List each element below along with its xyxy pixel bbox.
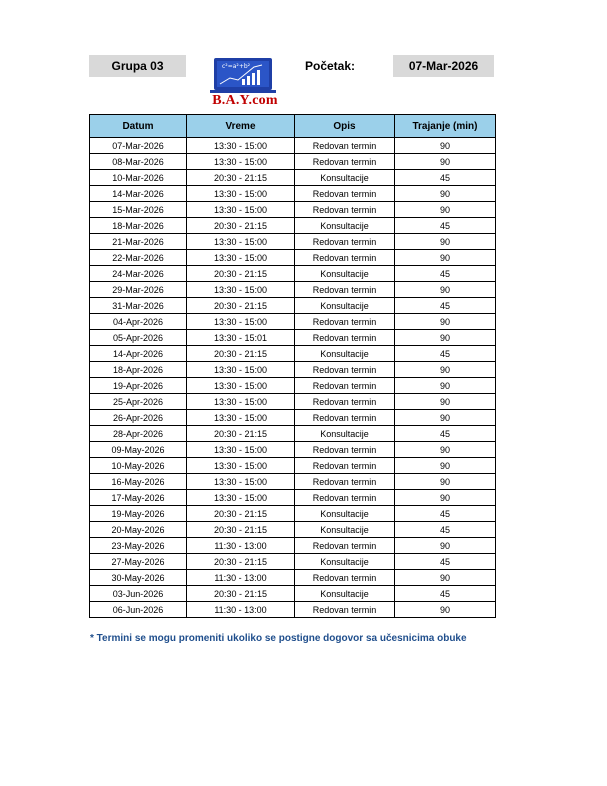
cell-time: 13:30 - 15:00 xyxy=(187,442,295,458)
cell-time: 20:30 - 21:15 xyxy=(187,346,295,362)
cell-duration: 90 xyxy=(395,458,496,474)
cell-date: 27-May-2026 xyxy=(90,554,187,570)
cell-date: 31-Mar-2026 xyxy=(90,298,187,314)
cell-description: Konsultacije xyxy=(295,506,395,522)
cell-time: 20:30 - 21:15 xyxy=(187,266,295,282)
cell-duration: 45 xyxy=(395,522,496,538)
table-row xyxy=(90,442,496,458)
cell-duration: 90 xyxy=(395,602,496,618)
cell-duration: 90 xyxy=(395,330,496,346)
cell-duration: 90 xyxy=(395,186,496,202)
cell-time: 13:30 - 15:00 xyxy=(187,458,295,474)
cell-description: Redovan termin xyxy=(295,154,395,170)
cell-time: 13:30 - 15:00 xyxy=(187,138,295,154)
table-row xyxy=(90,314,496,330)
cell-description: Redovan termin xyxy=(295,474,395,490)
cell-time: 13:30 - 15:00 xyxy=(187,314,295,330)
cell-duration: 90 xyxy=(395,490,496,506)
group-text: Grupa 03 xyxy=(111,59,164,73)
cell-duration: 45 xyxy=(395,170,496,186)
cell-description: Redovan termin xyxy=(295,234,395,250)
footnote: * Termini se mogu promeniti ukoliko se postigne dogovor sa učesnicima obuke xyxy=(90,633,467,644)
table-row xyxy=(90,570,496,586)
cell-description: Redovan termin xyxy=(295,410,395,426)
cell-duration: 90 xyxy=(395,138,496,154)
cell-duration: 90 xyxy=(395,570,496,586)
cell-date: 15-Mar-2026 xyxy=(90,202,187,218)
cell-date: 04-Apr-2026 xyxy=(90,314,187,330)
table-header-row xyxy=(90,115,496,138)
cell-duration: 90 xyxy=(395,410,496,426)
cell-date: 05-Apr-2026 xyxy=(90,330,187,346)
cell-duration: 90 xyxy=(395,378,496,394)
cell-date: 16-May-2026 xyxy=(90,474,187,490)
cell-date: 06-Jun-2026 xyxy=(90,602,187,618)
cell-duration: 45 xyxy=(395,554,496,570)
table-row xyxy=(90,346,496,362)
start-label: Početak: xyxy=(305,59,356,73)
table-row xyxy=(90,330,496,346)
cell-description: Redovan termin xyxy=(295,538,395,554)
cell-date: 19-Apr-2026 xyxy=(90,378,187,394)
table-row xyxy=(90,154,496,170)
cell-duration: 45 xyxy=(395,346,496,362)
cell-duration: 90 xyxy=(395,154,496,170)
cell-time: 20:30 - 21:15 xyxy=(187,426,295,442)
cell-date: 23-May-2026 xyxy=(90,538,187,554)
cell-time: 13:30 - 15:00 xyxy=(187,234,295,250)
cell-time: 13:30 - 15:00 xyxy=(187,474,295,490)
cell-time: 13:30 - 15:00 xyxy=(187,250,295,266)
table-row xyxy=(90,186,496,202)
cell-description: Redovan termin xyxy=(295,490,395,506)
cell-description: Redovan termin xyxy=(295,202,395,218)
cell-date: 08-Mar-2026 xyxy=(90,154,187,170)
start-date xyxy=(393,55,494,77)
cell-duration: 45 xyxy=(395,218,496,234)
cell-description: Redovan termin xyxy=(295,378,395,394)
logo-text: B.A.Y.com xyxy=(212,93,278,108)
table-row xyxy=(90,378,496,394)
cell-time: 11:30 - 13:00 xyxy=(187,602,295,618)
cell-duration: 90 xyxy=(395,314,496,330)
cell-date: 29-Mar-2026 xyxy=(90,282,187,298)
cell-description: Redovan termin xyxy=(295,442,395,458)
cell-duration: 45 xyxy=(395,426,496,442)
cell-description: Konsultacije xyxy=(295,218,395,234)
table-row xyxy=(90,218,496,234)
cell-duration: 45 xyxy=(395,266,496,282)
column-header-time: Vreme xyxy=(187,115,295,138)
cell-date: 26-Apr-2026 xyxy=(90,410,187,426)
table-row xyxy=(90,266,496,282)
cell-date: 10-Mar-2026 xyxy=(90,170,187,186)
cell-date: 09-May-2026 xyxy=(90,442,187,458)
cell-time: 20:30 - 21:15 xyxy=(187,554,295,570)
column-header-description: Opis xyxy=(295,115,395,138)
table-row xyxy=(90,202,496,218)
cell-description: Konsultacije xyxy=(295,522,395,538)
cell-description: Konsultacije xyxy=(295,170,395,186)
table-row xyxy=(90,554,496,570)
cell-description: Konsultacije xyxy=(295,586,395,602)
cell-description: Konsultacije xyxy=(295,554,395,570)
table-row xyxy=(90,250,496,266)
cell-time: 13:30 - 15:01 xyxy=(187,330,295,346)
cell-description: Redovan termin xyxy=(295,394,395,410)
cell-time: 20:30 - 21:15 xyxy=(187,586,295,602)
table-row xyxy=(90,522,496,538)
cell-time: 13:30 - 15:00 xyxy=(187,362,295,378)
logo-bar-4 xyxy=(257,70,260,85)
cell-duration: 90 xyxy=(395,474,496,490)
cell-date: 18-Mar-2026 xyxy=(90,218,187,234)
table-row xyxy=(90,602,496,618)
cell-time: 20:30 - 21:15 xyxy=(187,218,295,234)
cell-time: 11:30 - 13:00 xyxy=(187,538,295,554)
table-row xyxy=(90,138,496,154)
cell-duration: 90 xyxy=(395,442,496,458)
cell-duration: 45 xyxy=(395,506,496,522)
table-row xyxy=(90,426,496,442)
cell-time: 13:30 - 15:00 xyxy=(187,378,295,394)
cell-duration: 90 xyxy=(395,250,496,266)
cell-description: Redovan termin xyxy=(295,250,395,266)
cell-time: 20:30 - 21:15 xyxy=(187,522,295,538)
cell-time: 13:30 - 15:00 xyxy=(187,490,295,506)
cell-duration: 90 xyxy=(395,362,496,378)
cell-description: Konsultacije xyxy=(295,426,395,442)
cell-date: 30-May-2026 xyxy=(90,570,187,586)
cell-description: Redovan termin xyxy=(295,330,395,346)
table-row xyxy=(90,298,496,314)
table-row xyxy=(90,474,496,490)
cell-time: 13:30 - 15:00 xyxy=(187,394,295,410)
cell-time: 13:30 - 15:00 xyxy=(187,410,295,426)
cell-duration: 90 xyxy=(395,394,496,410)
schedule-table xyxy=(89,114,496,618)
column-header-duration: Trajanje (min) xyxy=(395,115,496,138)
logo-bar-3 xyxy=(252,73,255,85)
cell-date: 17-May-2026 xyxy=(90,490,187,506)
cell-description: Redovan termin xyxy=(295,282,395,298)
cell-time: 11:30 - 13:00 xyxy=(187,570,295,586)
logo-bar-2 xyxy=(247,76,250,85)
cell-time: 13:30 - 15:00 xyxy=(187,154,295,170)
cell-description: Redovan termin xyxy=(295,458,395,474)
cell-date: 22-Mar-2026 xyxy=(90,250,187,266)
cell-date: 28-Apr-2026 xyxy=(90,426,187,442)
start-date-text: 07-Mar-2026 xyxy=(408,59,479,73)
table-row xyxy=(90,234,496,250)
table-row xyxy=(90,506,496,522)
cell-date: 14-Mar-2026 xyxy=(90,186,187,202)
cell-duration: 45 xyxy=(395,586,496,602)
cell-time: 13:30 - 15:00 xyxy=(187,186,295,202)
cell-duration: 45 xyxy=(395,298,496,314)
cell-date: 03-Jun-2026 xyxy=(90,586,187,602)
cell-date: 19-May-2026 xyxy=(90,506,187,522)
cell-description: Redovan termin xyxy=(295,186,395,202)
cell-description: Redovan termin xyxy=(295,314,395,330)
table-row xyxy=(90,490,496,506)
table-row xyxy=(90,410,496,426)
table-row xyxy=(90,458,496,474)
table-row xyxy=(90,362,496,378)
column-header-date: Datum xyxy=(90,115,187,138)
cell-duration: 90 xyxy=(395,538,496,554)
schedule-body xyxy=(90,138,496,618)
cell-duration: 90 xyxy=(395,202,496,218)
cell-duration: 90 xyxy=(395,234,496,250)
table-row xyxy=(90,394,496,410)
cell-description: Redovan termin xyxy=(295,362,395,378)
cell-description: Redovan termin xyxy=(295,570,395,586)
logo-bar-1 xyxy=(242,79,245,85)
group-label xyxy=(89,55,186,77)
cell-description: Konsultacije xyxy=(295,266,395,282)
table-row xyxy=(90,170,496,186)
cell-date: 24-Mar-2026 xyxy=(90,266,187,282)
cell-time: 20:30 - 21:15 xyxy=(187,170,295,186)
cell-time: 20:30 - 21:15 xyxy=(187,298,295,314)
cell-date: 14-Apr-2026 xyxy=(90,346,187,362)
cell-time: 13:30 - 15:00 xyxy=(187,282,295,298)
cell-date: 18-Apr-2026 xyxy=(90,362,187,378)
table-row xyxy=(90,586,496,602)
cell-time: 20:30 - 21:15 xyxy=(187,506,295,522)
cell-date: 21-Mar-2026 xyxy=(90,234,187,250)
cell-description: Konsultacije xyxy=(295,346,395,362)
cell-date: 25-Apr-2026 xyxy=(90,394,187,410)
cell-description: Redovan termin xyxy=(295,602,395,618)
cell-date: 20-May-2026 xyxy=(90,522,187,538)
table-row xyxy=(90,282,496,298)
table-row xyxy=(90,538,496,554)
cell-description: Redovan termin xyxy=(295,138,395,154)
cell-date: 10-May-2026 xyxy=(90,458,187,474)
logo-formula: c²=a²+b² xyxy=(222,63,251,70)
cell-duration: 90 xyxy=(395,282,496,298)
cell-date: 07-Mar-2026 xyxy=(90,138,187,154)
cell-description: Konsultacije xyxy=(295,298,395,314)
cell-time: 13:30 - 15:00 xyxy=(187,202,295,218)
